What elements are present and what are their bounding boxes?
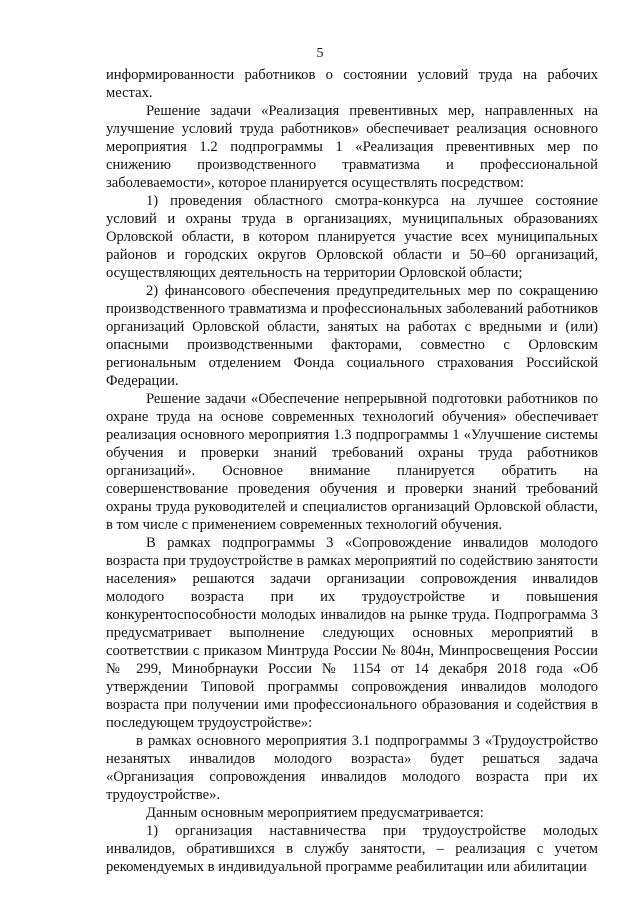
list-item-financing: 2) финансового обеспечения предупредительных мер по сокращению производственного травматизма и профессиональных заболеваний работников организаций Орловской области, занятых на работах с вредными и (или) опасными производственными факторами, совместно с Орловским региональным отделением Фонда социального страхования Российской Федерации. xyxy=(106,283,598,389)
paragraph-subprogram-3: В рамках подпрограммы 3 «Сопровождение инвалидов молодого возраста при трудоустройстве в рамках мероприятий по содействию занятости населения» решаются задачи организации сопровождения инвалидов молодого возраста при их трудоустройстве и повышения конкурентоспособности молодых инвалидов на рынке труда. Подпрограмма 3 предусматривает выполнение следующих основных мероприятий в соответствии с приказом Минтруда России № 804н, Минпросвещения России № 299, Минобрнауки России № 1154 от 14 декабря 2018 года «Об утверждении Типовой программы сопровождения инвалидов молодого возраста при получении ими профессионального образования и содействия в последующем трудоустройстве»: xyxy=(106,535,598,731)
page-number: 5 xyxy=(316,46,324,61)
paragraph-measure-3-1: в рамках основного мероприятия 3.1 подпрограммы 3 «Трудоустройство незанятых инвалидов молодого возраста» будет решаться задача «Организация сопровождения инвалидов молодого возраста при их трудоустройстве». xyxy=(106,733,598,803)
paragraph-task-training: Решение задачи «Обеспечение непрерывной подготовки работников по охране труда на основе современных технологий обучения» обеспечивает реализация основного мероприятия 1.3 подпрограммы 1 «Улучшение системы обучения и проверки знаний требований охраны труда работников организаций». Основное внимание планируется обратить на совершенствование проведения обучения и проверки знаний требований охраны труда руководителей и специалистов организаций Орловской области, в том числе с применением современных технологий обучения. xyxy=(106,391,598,533)
paragraph-measure-provides: Данным основным мероприятием предусматривается: xyxy=(146,805,484,821)
document-body xyxy=(106,66,598,876)
list-item-contest: 1) проведения областного смотра-конкурса на лучшее состояние условий и охраны труда в организациях, муниципальных образованиях Орловской области, в котором планируется участие всех муниципальных районов и городских округов Орловской области и 50–60 организаций, осуществляющих деятельность на территории Орловской области; xyxy=(106,193,598,281)
list-item-mentoring: 1) организация наставничества при трудоустройстве молодых инвалидов, обратившихся в службу занятости, – реализация с учетом рекомендуемых в индивидуальной программе реабилитации или абилитации xyxy=(106,823,598,875)
paragraph-task-preventive: Решение задачи «Реализация превентивных мер, направленных на улучшение условий труда работников» обеспечивает реализация основного мероприятия 1.2 подпрограммы 1 «Реализация превентивных мер по снижению производственного травматизма и профессиональной заболеваемости», которое планируется осуществлять посредством: xyxy=(106,103,598,191)
paragraph-continuation: информированности работников о состоянии условий труда на рабочих местах. xyxy=(106,67,598,101)
